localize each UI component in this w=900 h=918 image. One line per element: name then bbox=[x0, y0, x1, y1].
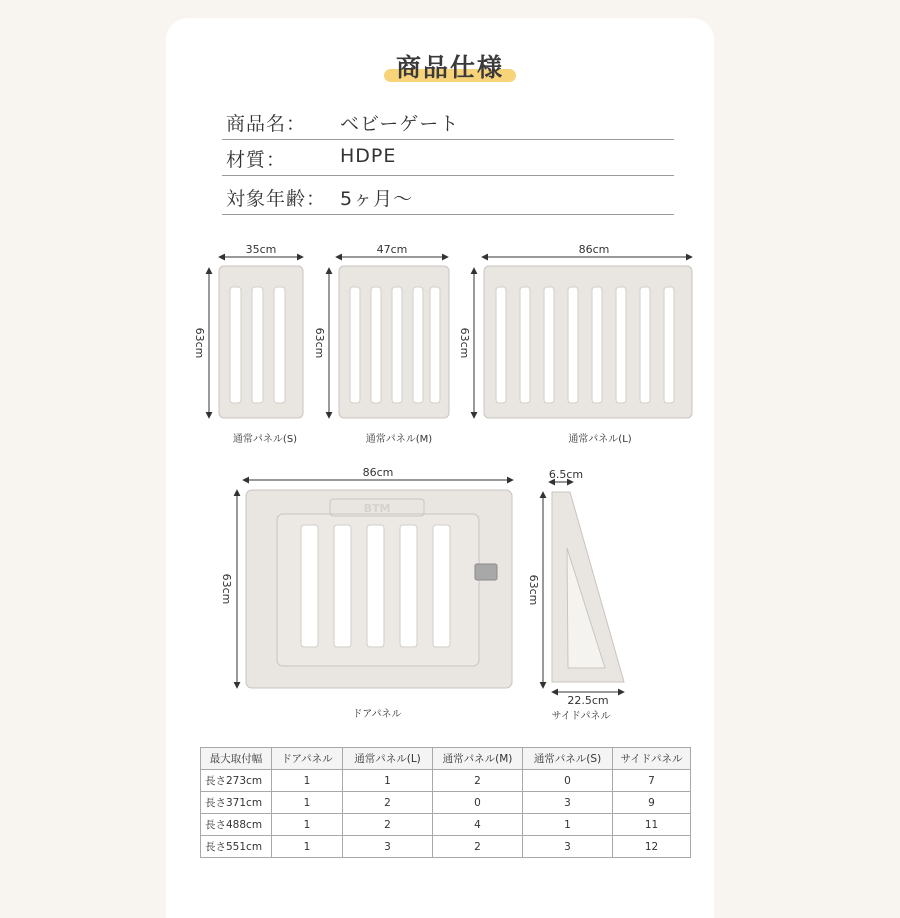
table-cell: 12 bbox=[613, 836, 691, 858]
spec-value: HDPE bbox=[340, 145, 397, 167]
spec-label: 材質： bbox=[226, 149, 287, 171]
table-cell: 1 bbox=[272, 836, 343, 858]
table-header: 通常パネル(S) bbox=[523, 748, 613, 770]
table-cell: 2 bbox=[343, 792, 433, 814]
table-cell: 3 bbox=[523, 836, 613, 858]
panel-door-width: 86cm bbox=[362, 466, 394, 479]
table-cell: 長さ488cm bbox=[201, 814, 272, 836]
table-header: サイドパネル bbox=[613, 748, 691, 770]
table-cell: 2 bbox=[433, 770, 523, 792]
table-cell: 3 bbox=[523, 792, 613, 814]
table-header-row bbox=[201, 748, 691, 770]
panel-medium-width: 47cm bbox=[376, 243, 408, 256]
panel-small-width: 35cm bbox=[245, 243, 277, 256]
panel-small bbox=[193, 243, 303, 445]
panel-door-caption: ドアパネル bbox=[352, 709, 402, 720]
spec-label: 対象年齢： bbox=[226, 188, 327, 210]
panel-large-height: 63cm bbox=[458, 327, 471, 359]
table-cell: 7 bbox=[613, 770, 691, 792]
panel-medium-caption: 通常パネル(M) bbox=[365, 434, 433, 445]
table-cell: 1 bbox=[272, 814, 343, 836]
panel-door-emboss: BTM bbox=[363, 502, 391, 515]
page-title-text: 商品仕様 bbox=[395, 53, 504, 82]
table-header: ドアパネル bbox=[272, 748, 343, 770]
table-cell: 0 bbox=[433, 792, 523, 814]
panel-door bbox=[220, 466, 513, 720]
panel-large-caption: 通常パネル(L) bbox=[568, 434, 632, 445]
table-cell: 長さ273cm bbox=[201, 770, 272, 792]
panel-medium bbox=[313, 243, 449, 445]
table-cell: 長さ551cm bbox=[201, 836, 272, 858]
panel-door-height: 63cm bbox=[220, 573, 233, 605]
spec-label: 商品名： bbox=[226, 113, 307, 135]
table-row bbox=[201, 836, 691, 858]
table-cell: 長さ371cm bbox=[201, 792, 272, 814]
table-cell: 3 bbox=[343, 836, 433, 858]
table-cell: 1 bbox=[272, 792, 343, 814]
panel-small-caption: 通常パネル(S) bbox=[232, 434, 298, 445]
table-cell: 2 bbox=[343, 814, 433, 836]
table-cell: 1 bbox=[523, 814, 613, 836]
spec-value: ベビーゲート bbox=[340, 113, 460, 135]
table-header: 最大取付幅 bbox=[201, 748, 272, 770]
table-cell: 4 bbox=[433, 814, 523, 836]
table-row bbox=[201, 770, 691, 792]
panel-side bbox=[527, 468, 624, 722]
panel-side-height: 63cm bbox=[527, 574, 540, 606]
panel-small-height: 63cm bbox=[193, 327, 206, 359]
panel-large-width: 86cm bbox=[578, 243, 610, 256]
spec-value: 5ヶ月〜 bbox=[340, 188, 414, 210]
panel-side-caption: サイドパネル bbox=[551, 711, 611, 722]
panel-side-bottom-width: 22.5cm bbox=[567, 694, 609, 707]
table-header: 通常パネル(L) bbox=[343, 748, 433, 770]
configuration-table bbox=[200, 747, 691, 858]
page-title bbox=[388, 48, 512, 84]
table-cell: 1 bbox=[272, 770, 343, 792]
table-row bbox=[201, 814, 691, 836]
table-cell: 11 bbox=[613, 814, 691, 836]
panel-large bbox=[458, 243, 692, 445]
table-cell: 1 bbox=[343, 770, 433, 792]
table-cell: 2 bbox=[433, 836, 523, 858]
table-row bbox=[201, 792, 691, 814]
panel-medium-height: 63cm bbox=[313, 327, 326, 359]
table-header: 通常パネル(M) bbox=[433, 748, 523, 770]
table-cell: 9 bbox=[613, 792, 691, 814]
table-cell: 0 bbox=[523, 770, 613, 792]
panel-side-top-width: 6.5cm bbox=[548, 468, 584, 481]
